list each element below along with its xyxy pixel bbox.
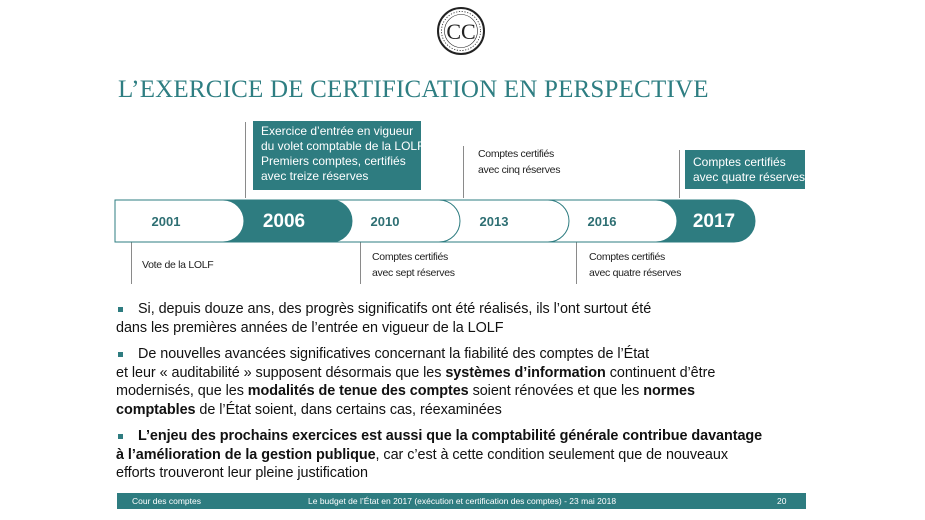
footer-bar	[117, 493, 806, 509]
text-run: continuent d’être	[605, 364, 716, 381]
year-2013: 2013	[479, 214, 509, 229]
bullet-2	[116, 345, 816, 419]
text-run: , car c’est à cette condition seulement que de nouveaux	[375, 446, 728, 463]
bullet-3	[116, 427, 816, 483]
callout-2016-line: avec quatre réserves	[589, 267, 682, 279]
year-2001: 2001	[151, 214, 181, 229]
callout-2006-line: avec treize réserves	[261, 169, 369, 183]
logo-letters: CC	[446, 19, 476, 44]
bullet-2-line	[116, 382, 816, 401]
year-2006: 2006	[262, 211, 306, 232]
bold-run: comptables	[116, 401, 196, 418]
bullet-1	[116, 300, 816, 337]
bullet-2-line: De nouvelles avancées significatives concernant la fiabilité des comptes de l’État	[138, 346, 650, 362]
year-2010: 2010	[370, 214, 400, 229]
callout-2006-line: Exercice d’entrée en vigueur	[261, 124, 414, 138]
cour-des-comptes-logo	[436, 6, 486, 56]
timeline-2001	[115, 200, 244, 242]
text-run: et leur « auditabilité » supposent désormais que les	[116, 364, 446, 381]
callout-2016	[589, 249, 681, 281]
page-title: L’EXERCICE DE CERTIFICATION EN PERSPECTIVE	[118, 76, 709, 103]
bold-run: modalités de tenue des comptes	[247, 383, 469, 399]
callout-2001	[142, 257, 213, 273]
connector-2013	[463, 146, 464, 198]
bullet-square-icon	[118, 307, 123, 312]
footer-source: Cour des comptes	[132, 496, 201, 506]
bullet-square-icon	[118, 352, 123, 357]
connector-2006	[245, 122, 246, 198]
callout-2001-line: Vote de la LOLF	[142, 259, 214, 271]
bullet-1-line: dans les premières années de l’entrée en vigueur de la LOLF	[116, 319, 504, 336]
bullet-square-icon	[118, 434, 123, 439]
text-run: soient rénovées et que les	[468, 383, 644, 399]
callout-2006-line: Premiers comptes, certifiés	[261, 154, 406, 168]
callout-2013-line: avec cinq réserves	[478, 164, 561, 176]
bullet-3-line: L’enjeu des prochains exercices est aussi que la comptabilité générale contribue davantage	[138, 428, 763, 444]
bullet-1-line: Si, depuis douze ans, des progrès significatifs ont été réalisés, ils l’ont surtout été	[138, 301, 652, 317]
year-2017: 2017	[692, 211, 736, 232]
callout-2017-line: Comptes certifiés	[693, 155, 786, 169]
bullet-list	[116, 300, 816, 491]
callout-2006	[253, 121, 425, 190]
text-run: modernisés, que les	[116, 383, 248, 399]
callout-2017	[685, 150, 805, 189]
text-run: de l’État soient, dans certains cas, réexaminées	[195, 401, 502, 418]
callout-2013	[478, 146, 560, 178]
year-2016: 2016	[587, 214, 617, 229]
bullet-2-line	[116, 401, 816, 420]
bold-run: normes	[643, 383, 695, 399]
bullet-3-line	[116, 446, 816, 465]
bullet-2-line	[116, 364, 816, 383]
page-number: 20	[777, 496, 787, 506]
connector-2017	[679, 150, 680, 198]
callout-2010-line: Comptes certifiés	[372, 251, 449, 263]
bold-run: à l’amélioration de la gestion publique	[116, 446, 376, 463]
timeline	[114, 197, 764, 245]
callout-2010	[372, 249, 455, 281]
callout-2013-line: Comptes certifiés	[478, 148, 555, 160]
callout-2016-line: Comptes certifiés	[589, 251, 666, 263]
bullet-3-line: efforts trouveront leur pleine justification	[116, 465, 368, 481]
callout-2006-line: du volet comptable de la LOLF	[261, 139, 425, 153]
footer-caption: Le budget de l’État en 2017 (exécution et certification des comptes) - 23 mai 2018	[308, 496, 617, 506]
bold-run: systèmes d’information	[445, 364, 606, 381]
callout-2017-line: avec quatre réserves	[693, 170, 806, 184]
callout-2010-line: avec sept réserves	[372, 267, 455, 279]
